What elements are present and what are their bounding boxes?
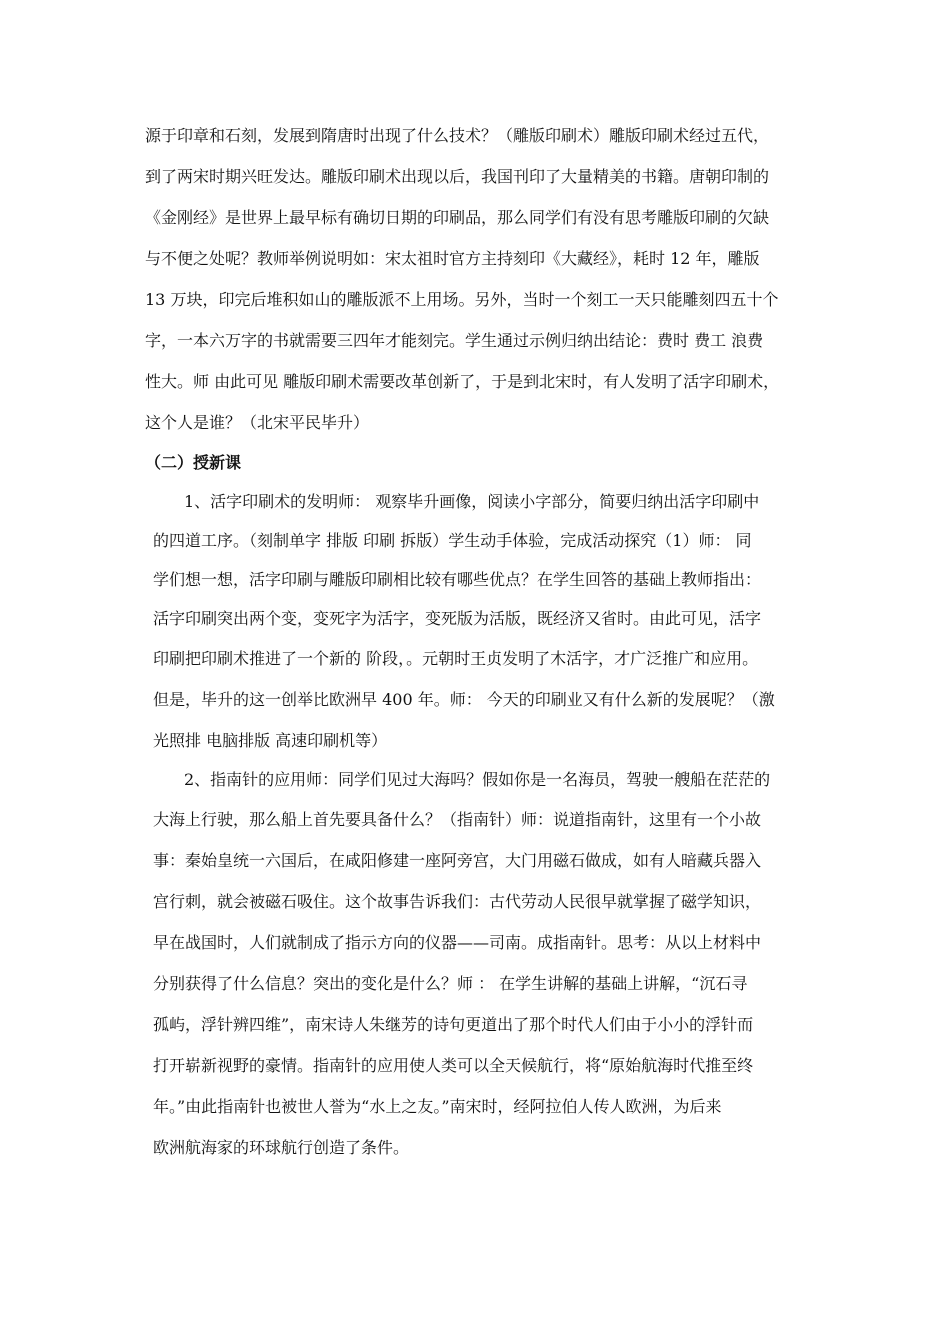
text-line: 学们想一想，活字印刷与雕版印刷相比较有哪些优点？在学生回答的基础上教师指出： <box>153 570 762 589</box>
text-line: 13 万块，印完后堆积如山的雕版派不上用场。另外，当时一个刻工一天只能雕刻四五十个 <box>145 290 779 309</box>
text-line: 但是，毕升的这一创举比欧洲早 400 年。师： 今天的印刷业又有什么新的发展呢？（激 <box>153 690 775 709</box>
text-line: 《金刚经》是世界上最早标有确切日期的印刷品，那么同学们有没有思考雕版印刷的欠缺 <box>145 208 770 227</box>
text-line: 宫行刺，就会被磁石吸住。这个故事告诉我们：古代劳动人民很早就掌握了磁学知识， <box>153 892 762 911</box>
section-heading: （二）授新课 <box>145 453 242 472</box>
text-line: 2、指南针的应用师：同学们见过大海吗？假如你是一名海员，驾驶一艘船在茫茫的 <box>184 770 771 789</box>
text-line: 孤屿，浮针辨四维”，南宋诗人朱继芳的诗句更道出了那个时代人们由于小小的浮针而 <box>153 1015 754 1034</box>
text-line: 大海上行驶，那么船上首先要具备什么？（指南针）师：说道指南针，这里有一个小故 <box>153 810 762 829</box>
text-line: 性大。师 由此可见 雕版印刷术需要改革创新了，于是到北宋时，有人发明了活字印刷术， <box>145 372 780 391</box>
text-line: 打开崭新视野的豪情。指南针的应用使人类可以全天候航行，将“原始航海时代推至终 <box>153 1056 754 1075</box>
text-line: 与不便之处呢？教师举例说明如：宋太祖时官方主持刻印《大藏经》，耗时 12 年，雕版 <box>145 249 760 268</box>
text-line: 的四道工序。（刻制单字 排版 印刷 拆版）学生动手体验，完成活动探究（1）师： 同 <box>153 531 752 550</box>
text-line: 分别获得了什么信息？突出的变化是什么？师 ： 在学生讲解的基础上讲解，“沉石寻 <box>153 974 748 993</box>
text-line: 事：秦始皇统一六国后，在咸阳修建一座阿旁宫，大门用磁石做成，如有人暗藏兵器入 <box>153 851 762 870</box>
text-line: 印刷把印刷术推进了一个新的 阶段，。元朝时王贞发明了木活字，才广泛推广和应用。 <box>153 649 759 668</box>
text-line: 欧洲航海家的环球航行创造了条件。 <box>153 1138 410 1157</box>
text-line: 到了两宋时期兴旺发达。雕版印刷术出现以后，我国刊印了大量精美的书籍。唐朝印制的 <box>145 167 770 186</box>
text-line: 1、活字印刷术的发明师： 观察毕升画像，阅读小字部分，简要归纳出活字印刷中 <box>184 492 760 511</box>
text-line: 字，一本六万字的书就需要三四年才能刻完。学生通过示例归纳出结论：费时 费工 浪费 <box>145 331 764 350</box>
text-line: 源于印章和石刻，发展到隋唐时出现了什么技术？（雕版印刷术）雕版印刷术经过五代， <box>145 126 770 145</box>
text-line: 活字印刷突出两个变，变死字为活字，变死版为活版，既经济又省时。由此可见，活字 <box>153 609 762 628</box>
text-line: 早在战国时，人们就制成了指示方向的仪器——司南。成指南针。思考：从以上材料中 <box>153 933 762 952</box>
text-line: 光照排 电脑排版 高速印刷机等） <box>153 731 388 750</box>
text-line: 年。”由此指南针也被世人誉为“水上之友。”南宋时，经阿拉伯人传人欧洲，为后来 <box>153 1097 722 1116</box>
text-line: 这个人是谁？（北宋平民毕升） <box>145 413 370 432</box>
